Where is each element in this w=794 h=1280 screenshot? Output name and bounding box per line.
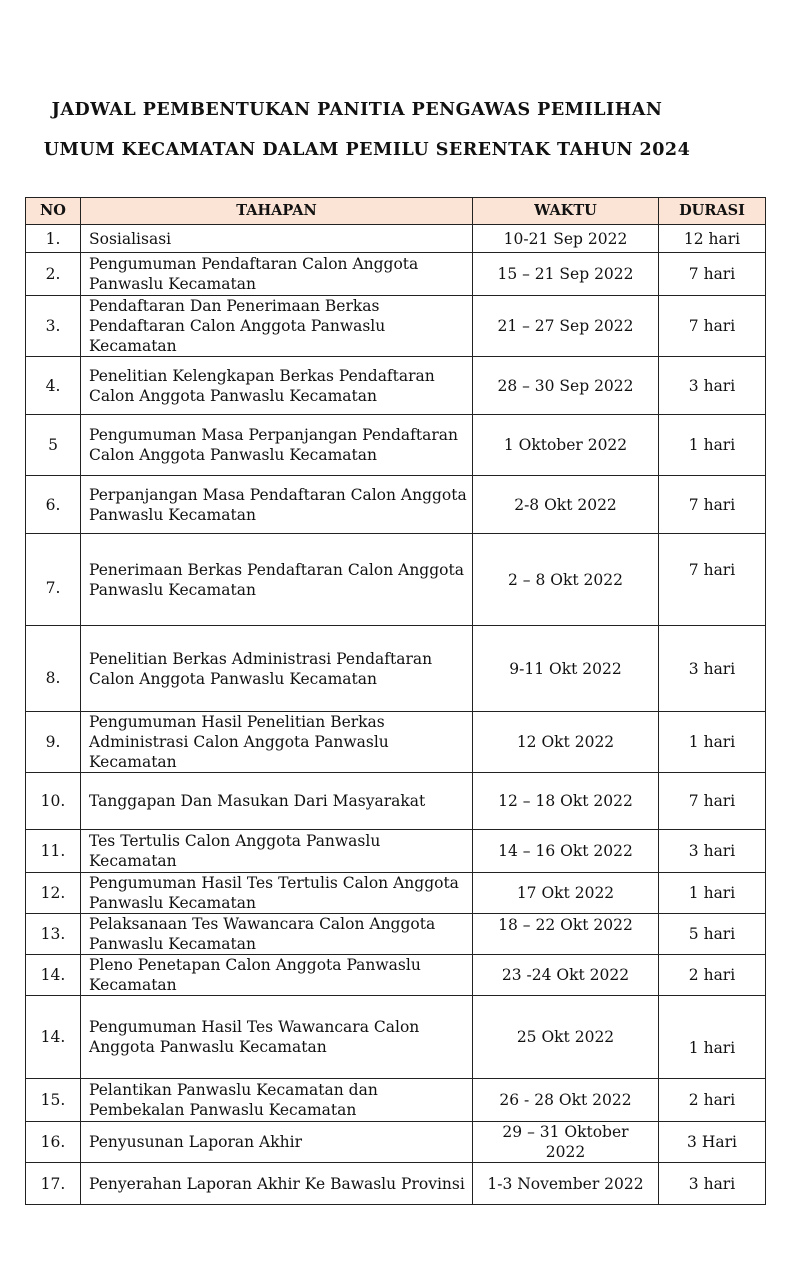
- table-row: [26, 534, 766, 626]
- row-tahapan: Tes Tertulis Calon Anggota Panwaslu Kecamatan: [81, 830, 473, 873]
- row-durasi: 7 hari: [659, 773, 766, 830]
- table-row: [26, 955, 766, 996]
- row-waktu: 9-11 Okt 2022: [473, 626, 659, 712]
- row-durasi: 7 hari: [659, 296, 766, 357]
- table-row: [26, 225, 766, 253]
- table-row: [26, 873, 766, 914]
- row-tahapan: Pengumuman Hasil Penelitian Berkas Administrasi Calon Anggota Panwaslu Kecamatan: [81, 712, 473, 773]
- row-tahapan: Pelantikan Panwaslu Kecamatan dan Pembekalan Panwaslu Kecamatan: [81, 1079, 473, 1122]
- row-no: 9.: [26, 712, 81, 773]
- header-tahapan: TAHAPAN: [81, 198, 473, 225]
- row-waktu: 12 – 18 Okt 2022: [473, 773, 659, 830]
- schedule-table: [25, 197, 766, 1205]
- table-row: [26, 1122, 766, 1163]
- row-no: 8.: [26, 626, 81, 712]
- row-tahapan: Pengumuman Hasil Tes Wawancara Calon Anggota Panwaslu Kecamatan: [81, 996, 473, 1079]
- row-no: 5: [26, 415, 81, 476]
- table-row: [26, 830, 766, 873]
- row-durasi: 1 hari: [659, 712, 766, 773]
- row-tahapan: Penyusunan Laporan Akhir: [81, 1122, 473, 1163]
- row-tahapan: Penerimaan Berkas Pendaftaran Calon Anggota Panwaslu Kecamatan: [81, 534, 473, 626]
- table-row: [26, 1079, 766, 1122]
- document-title-line-1: JADWAL PEMBENTUKAN PANITIA PENGAWAS PEMILIHAN: [51, 100, 663, 120]
- table-row: [26, 296, 766, 357]
- row-no: 17.: [26, 1163, 81, 1205]
- row-durasi: 1 hari: [659, 415, 766, 476]
- row-no: 15.: [26, 1079, 81, 1122]
- row-waktu: 17 Okt 2022: [473, 873, 659, 914]
- row-tahapan: Pengumuman Masa Perpanjangan Pendaftaran Calon Anggota Panwaslu Kecamatan: [81, 415, 473, 476]
- row-durasi: 3 hari: [659, 357, 766, 415]
- row-tahapan: Pendaftaran Dan Penerimaan Berkas Pendaftaran Calon Anggota Panwaslu Kecamatan: [81, 296, 473, 357]
- row-tahapan: Pengumuman Pendaftaran Calon Anggota Panwaslu Kecamatan: [81, 253, 473, 296]
- row-no: 1.: [26, 225, 81, 253]
- row-waktu: 28 – 30 Sep 2022: [473, 357, 659, 415]
- header-no: NO: [26, 198, 81, 225]
- row-waktu: 10-21 Sep 2022: [473, 225, 659, 253]
- row-tahapan: Pelaksanaan Tes Wawancara Calon Anggota Panwaslu Kecamatan: [81, 914, 473, 955]
- row-durasi: 7 hari: [659, 476, 766, 534]
- row-waktu: 2-8 Okt 2022: [473, 476, 659, 534]
- row-durasi: 3 hari: [659, 1163, 766, 1205]
- row-durasi: 3 Hari: [659, 1122, 766, 1163]
- row-durasi: 1 hari: [659, 996, 766, 1079]
- row-no: 2.: [26, 253, 81, 296]
- row-tahapan: Pengumuman Hasil Tes Tertulis Calon Anggota Panwaslu Kecamatan: [81, 873, 473, 914]
- row-waktu: 21 – 27 Sep 2022: [473, 296, 659, 357]
- row-waktu: 2 – 8 Okt 2022: [473, 534, 659, 626]
- row-tahapan: Penyerahan Laporan Akhir Ke Bawaslu Provinsi: [81, 1163, 473, 1205]
- row-tahapan: Penelitian Berkas Administrasi Pendaftaran Calon Anggota Panwaslu Kecamatan: [81, 626, 473, 712]
- table-row: [26, 253, 766, 296]
- row-durasi: 7 hari: [659, 253, 766, 296]
- row-waktu: 18 – 22 Okt 2022: [473, 914, 659, 955]
- row-durasi: 3 hari: [659, 830, 766, 873]
- document-title-line-2: UMUM KECAMATAN DALAM PEMILU SERENTAK TAHUN 2024: [43, 140, 691, 160]
- table-row: [26, 357, 766, 415]
- table-row: [26, 712, 766, 773]
- row-tahapan: Pleno Penetapan Calon Anggota Panwaslu Kecamatan: [81, 955, 473, 996]
- row-no: 12.: [26, 873, 81, 914]
- row-waktu: 29 – 31 Oktober 2022: [473, 1122, 659, 1163]
- row-waktu: 15 – 21 Sep 2022: [473, 253, 659, 296]
- table-row: [26, 626, 766, 712]
- row-durasi: 2 hari: [659, 955, 766, 996]
- row-waktu: 26 - 28 Okt 2022: [473, 1079, 659, 1122]
- row-durasi: 12 hari: [659, 225, 766, 253]
- row-durasi: 2 hari: [659, 1079, 766, 1122]
- row-waktu: 1-3 November 2022: [473, 1163, 659, 1205]
- row-no: 7.: [26, 534, 81, 626]
- table-row: [26, 1163, 766, 1205]
- row-waktu: 14 – 16 Okt 2022: [473, 830, 659, 873]
- row-durasi: 7 hari: [659, 534, 766, 626]
- row-no: 13.: [26, 914, 81, 955]
- row-no: 4.: [26, 357, 81, 415]
- row-waktu: 23 -24 Okt 2022: [473, 955, 659, 996]
- row-durasi: 5 hari: [659, 914, 766, 955]
- row-waktu: 1 Oktober 2022: [473, 415, 659, 476]
- header-waktu: WAKTU: [473, 198, 659, 225]
- table-header-row: [26, 198, 766, 225]
- row-no: 14.: [26, 955, 81, 996]
- table-row: [26, 773, 766, 830]
- row-durasi: 3 hari: [659, 626, 766, 712]
- row-durasi: 1 hari: [659, 873, 766, 914]
- row-no: 6.: [26, 476, 81, 534]
- row-tahapan: Penelitian Kelengkapan Berkas Pendaftaran Calon Anggota Panwaslu Kecamatan: [81, 357, 473, 415]
- row-tahapan: Sosialisasi: [81, 225, 473, 253]
- row-tahapan: Perpanjangan Masa Pendaftaran Calon Anggota Panwaslu Kecamatan: [81, 476, 473, 534]
- table-row: [26, 996, 766, 1079]
- row-waktu: 25 Okt 2022: [473, 996, 659, 1079]
- row-no: 3.: [26, 296, 81, 357]
- table-row: [26, 415, 766, 476]
- header-durasi: DURASI: [659, 198, 766, 225]
- table-row: [26, 914, 766, 955]
- row-no: 10.: [26, 773, 81, 830]
- row-no: 11.: [26, 830, 81, 873]
- table-row: [26, 476, 766, 534]
- row-tahapan: Tanggapan Dan Masukan Dari Masyarakat: [81, 773, 473, 830]
- row-no: 16.: [26, 1122, 81, 1163]
- row-no: 14.: [26, 996, 81, 1079]
- row-waktu: 12 Okt 2022: [473, 712, 659, 773]
